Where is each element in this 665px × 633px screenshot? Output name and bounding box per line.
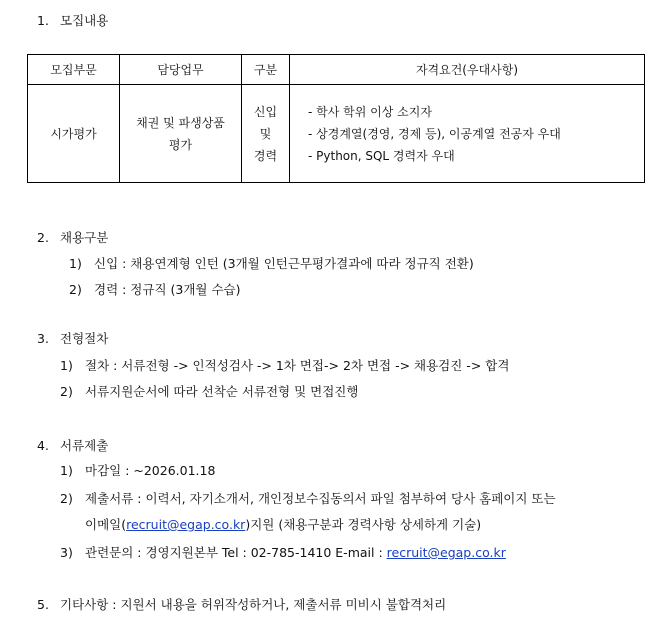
section-3-number: 3. xyxy=(37,331,49,346)
cell-type xyxy=(242,85,290,183)
section-5-title: 기타사항 : 지원서 내용을 허위작성하거나, 제출서류 미비시 불합격처리 xyxy=(60,597,447,612)
section-4-number: 4. xyxy=(37,438,49,453)
cell-department: 시가평가 xyxy=(28,85,120,183)
documents-line-1: 제출서류 : 이력서, 자기소개서, 개인정보수집동의서 파일 첨부하여 당사 홈페이지 또는 xyxy=(85,491,556,506)
section-1-number: 1. xyxy=(37,13,49,28)
documents-prefix: 이메일( xyxy=(85,517,127,532)
duty-line: 평가 xyxy=(168,137,193,152)
list-item: 서류지원순서에 따라 선착순 서류전형 및 면접진행 xyxy=(85,384,359,399)
documents-suffix: )지원 (채용구분과 경력사항 상세하게 기술) xyxy=(245,517,482,532)
list-item-number: 1) xyxy=(60,358,73,373)
table-row xyxy=(28,85,645,183)
requirement-item: - Python, SQL 경력자 우대 xyxy=(308,148,455,163)
cell-requirements xyxy=(290,85,645,183)
header-duty: 담당업무 xyxy=(120,55,242,85)
cell-duty xyxy=(120,85,242,183)
section-1-title: 모집내용 xyxy=(60,13,109,28)
list-item-number: 3) xyxy=(60,545,73,560)
list-item-number: 2) xyxy=(60,384,73,399)
type-line: 경력 xyxy=(253,148,278,163)
documents-line-2 xyxy=(85,516,481,534)
section-2-number: 2. xyxy=(37,230,49,245)
section-3-title: 전형절차 xyxy=(60,331,109,346)
requirement-item: - 학사 학위 이상 소지자 xyxy=(308,104,432,119)
header-type: 구분 xyxy=(242,55,290,85)
contact-email-link[interactable]: recruit@egap.co.kr xyxy=(386,545,506,560)
recruitment-table xyxy=(27,54,645,183)
header-department: 모집부문 xyxy=(28,55,120,85)
type-line: 신입 xyxy=(253,104,278,119)
list-item: 경력 : 정규직 (3개월 수습) xyxy=(94,282,241,297)
contact-text: 관련문의 : 경영지원본부 Tel : 02-785-1410 E-mail : xyxy=(85,545,387,560)
email-link[interactable]: recruit@egap.co.kr xyxy=(126,517,246,532)
list-item: 신입 : 채용연계형 인턴 (3개월 인턴근무평가결과에 따라 정규직 전환) xyxy=(94,256,474,271)
duty-line: 채권 및 파생상품 xyxy=(136,115,225,130)
list-item-number: 2) xyxy=(60,491,73,506)
list-item-number: 1) xyxy=(60,463,73,478)
section-2-title: 채용구분 xyxy=(60,230,109,245)
header-requirements: 자격요건(우대사항) xyxy=(290,55,645,85)
requirement-item: - 상경계열(경영, 경제 등), 이공계열 전공자 우대 xyxy=(308,126,561,141)
list-item-number: 1) xyxy=(69,256,82,271)
deadline-text: 마감일 : ~2026.01.18 xyxy=(85,463,216,478)
type-line: 및 xyxy=(259,126,272,141)
list-item-number: 2) xyxy=(69,282,82,297)
list-item: 절차 : 서류전형 -> 인적성검사 -> 1차 면접-> 2차 면접 -> 채용검진 -> 합격 xyxy=(85,358,510,373)
contact-line xyxy=(85,544,506,562)
section-5-number: 5. xyxy=(37,597,49,612)
table-header-row xyxy=(28,55,645,85)
section-4-title: 서류제출 xyxy=(60,438,109,453)
